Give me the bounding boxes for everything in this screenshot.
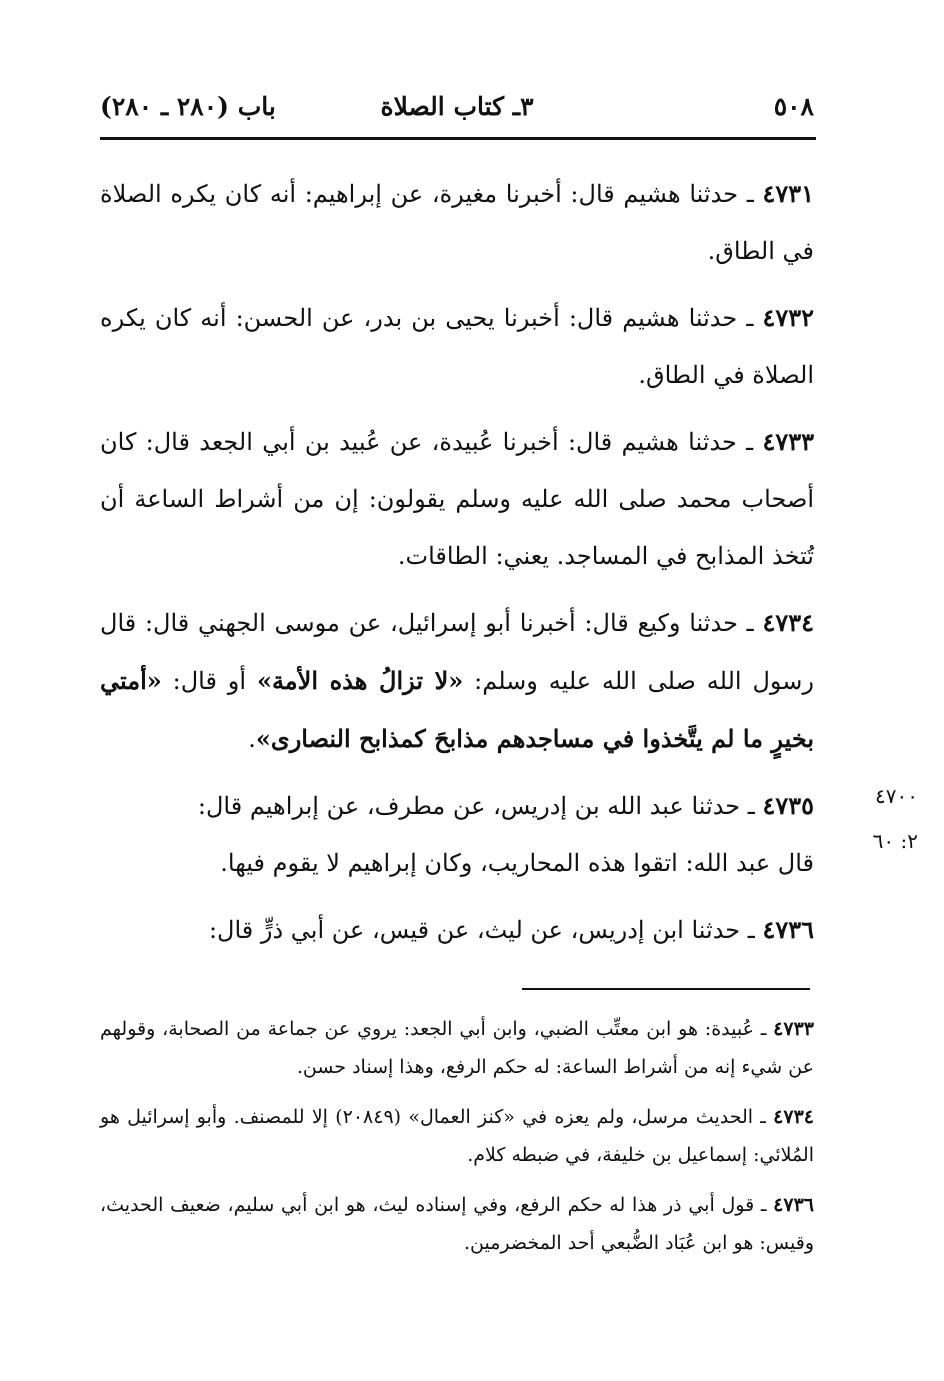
hadith-4732 xyxy=(100,289,814,404)
hadith-text: ـ حدثنا هشيم قال: أخبرنا يحيى بن بدر، عن الحسن: أنه كان يكره الصلاة في الطاق. xyxy=(100,304,814,389)
footnote-4734 xyxy=(100,1098,814,1174)
footnote-number: ٤٧٣٦ xyxy=(773,1194,814,1216)
footnote-divider xyxy=(522,988,810,990)
header-divider xyxy=(100,137,816,140)
hadith-number: ٤٧٣٥ xyxy=(762,791,814,820)
hadith-number: ٤٧٣٤ xyxy=(762,608,814,637)
hadith-4731 xyxy=(100,165,814,280)
hadith-number: ٤٧٣١ xyxy=(762,179,814,208)
page-header xyxy=(100,92,814,132)
footnote-number: ٤٧٣٤ xyxy=(773,1106,814,1128)
main-text xyxy=(100,165,814,968)
footnote-number: ٤٧٣٣ xyxy=(773,1018,814,1040)
hadith-text: ـ حدثنا هشيم قال: أخبرنا عُبيدة، عن عُبيد بن أبي الجعد قال: كان أصحاب محمد صلى الله عليه وسلم يقولون: إن من أشراط الساعة أن تُتخذ المذابح في المساجد. يعني: الطاقات. xyxy=(100,428,815,570)
footnote-4733 xyxy=(100,1010,814,1086)
hadith-text: ـ حدثنا ابن إدريس، عن ليث، عن قيس، عن أبي ذرٍّ قال: xyxy=(208,916,755,944)
hadith-4736 xyxy=(100,901,814,959)
hadith-quote: «لا تزالُ هذه الأمة» xyxy=(256,666,464,695)
hadith-4733 xyxy=(100,413,814,585)
page-number: ٥٠٨ xyxy=(773,92,814,121)
footnote-text: ـ قول أبي ذر هذا له حكم الرفع، وفي إسناده ليث، هو ابن أبي سليم، ضعيف الحديث، وقيس: هو ابن عُبَاد الضُّبعي أحد المخضرمين. xyxy=(100,1194,814,1254)
book-title: ٣ـ كتاب الصلاة xyxy=(380,92,534,121)
footnote-text: ـ عُبيدة: هو ابن معتِّب الضبي، وابن أبي الجعد: يروي عن جماعة من الصحابة، وقولهم عن شيء إنه من أشراط الساعة: له حكم الرفع، وهذا إسناد حسن. xyxy=(100,1018,814,1078)
hadith-number: ٤٧٣٣ xyxy=(762,427,814,456)
hadith-number: ٤٧٣٢ xyxy=(762,303,815,332)
hadith-number: ٤٧٣٦ xyxy=(762,915,814,944)
hadith-4734 xyxy=(100,594,814,768)
chapter-range: باب (٢٨٠ ـ ٢٨٠) xyxy=(100,92,276,121)
footnote-text: ـ الحديث مرسل، ولم يعزه في «كنز العمال» (٢٠٨٤٩) إلا للمصنف. وأبو إسرائيل هو المُلائي: إسماعيل بن خليفة، في ضبطه كلام. xyxy=(100,1106,814,1166)
hadith-text: . xyxy=(248,725,256,753)
margin-reference: ٤٧٠٠ xyxy=(875,784,918,808)
hadith-4735 xyxy=(100,777,814,892)
footnotes xyxy=(100,1010,814,1274)
margin-reference: ٢: ٦٠ xyxy=(872,829,918,853)
hadith-text: ـ حدثنا عبد الله بن إدريس، عن مطرف، عن إبراهيم قال: xyxy=(197,792,755,820)
hadith-text: ـ حدثنا وكيع قال: أخبرنا أبو إسرائيل، عن موسى الجهني قال: قال رسول الله صلى الله عليه وسلم: xyxy=(100,609,814,695)
hadith-text: ـ حدثنا هشيم قال: أخبرنا مغيرة، عن إبراهيم: أنه كان يكره الصلاة في الطاق. xyxy=(100,180,814,265)
footnote-4736 xyxy=(100,1186,814,1262)
hadith-text: أو قال: xyxy=(172,667,247,695)
hadith-quote: «أمتي بخيرٍ ما لم يتَّخذوا في مساجدهم مذابحَ كمذابح النصارى» xyxy=(100,666,814,753)
hadith-text: قال عبد الله: اتقوا هذه المحاريب، وكان إبراهيم لا يقوم فيها. xyxy=(220,849,814,877)
